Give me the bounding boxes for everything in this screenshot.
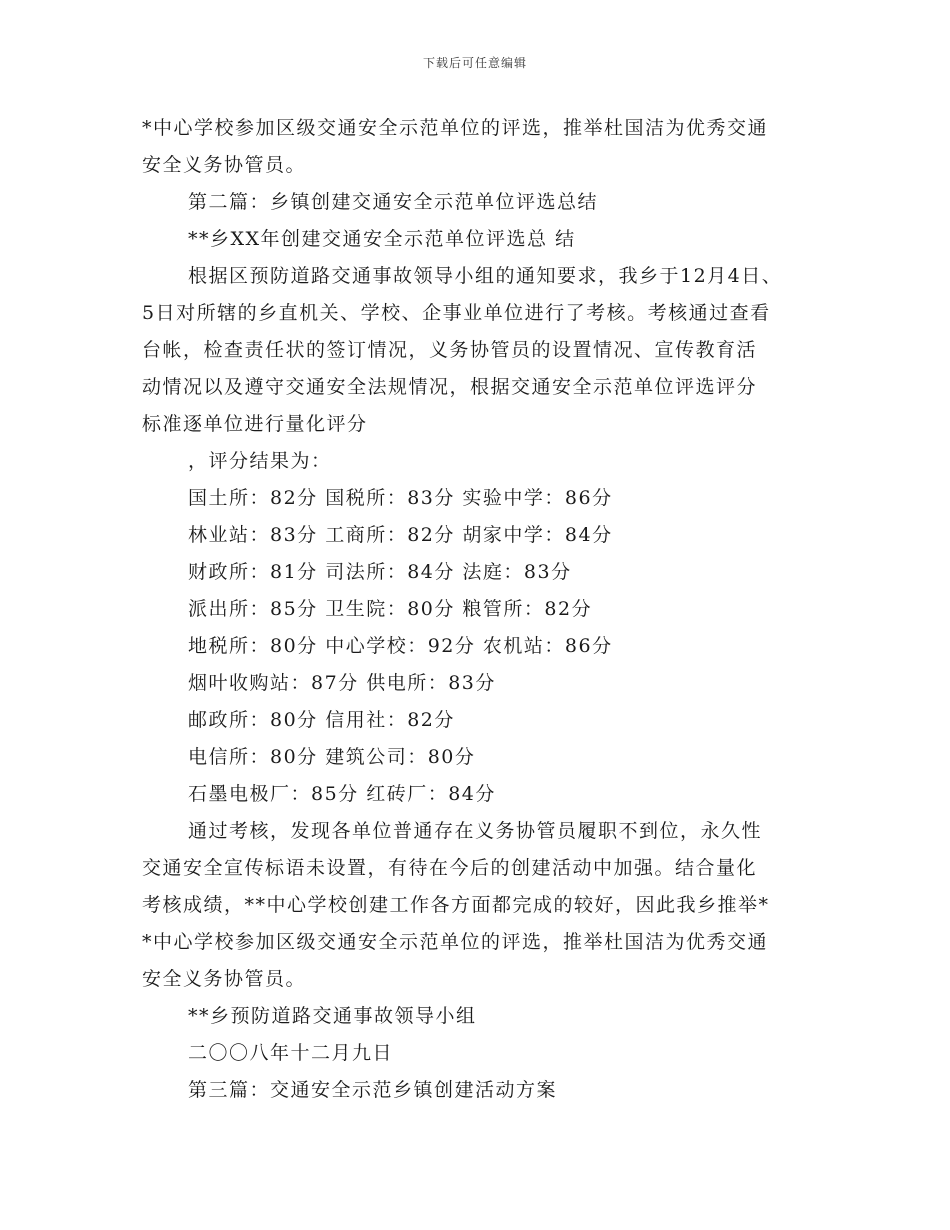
text-line: 5日对所辖的乡直机关、学校、企事业单位进行了考核。考核通过查看 [142, 302, 771, 324]
page-header: 下载后可任意编辑 [422, 56, 527, 70]
score-line: 财政所：81分 司法所：84分 法庭：83分 [188, 561, 572, 583]
score-line: 烟叶收购站：87分 供电所：83分 [188, 672, 496, 694]
document-title: **乡XX年创建交通安全示范单位评选总 结 [188, 228, 576, 250]
score-line: 派出所：85分 卫生院：80分 粮管所：82分 [188, 598, 593, 620]
text-line: 考核成绩，**中心学校创建工作各方面都完成的较好，因此我乡推举* [142, 894, 770, 916]
score-line: 邮政所：80分 信用社：82分 [188, 709, 455, 731]
section-heading: 第二篇：乡镇创建交通安全示范单位评选总结 [188, 191, 599, 213]
section-heading: 第三篇：交通安全示范乡镇创建活动方案 [188, 1079, 558, 1101]
score-line: 地税所：80分 中心学校：92分 农机站：86分 [188, 635, 613, 657]
text-line: 标准逐单位进行量化评分 [142, 413, 368, 435]
text-line: 交通安全宣传标语未设置，有待在今后的创建活动中加强。结合量化 [142, 857, 758, 879]
text-line: 台帐，检查责任状的签订情况，义务协管员的设置情况、宣传教育活 [142, 339, 758, 361]
text-line: *中心学校参加区级交通安全示范单位的评选，推举杜国洁为优秀交通 [142, 117, 769, 139]
text-line: 通过考核，发现各单位普通存在义务协管员履职不到位，永久性 [188, 820, 763, 842]
text-line: 根据区预防道路交通事故领导小组的通知要求，我乡于12月4日、 [188, 265, 783, 287]
text-line: 安全义务协管员。 [142, 968, 307, 990]
text-line: ，评分结果为： [188, 450, 332, 472]
score-line: 石墨电极厂：85分 红砖厂：84分 [188, 783, 496, 805]
text-line: *中心学校参加区级交通安全示范单位的评选，推举杜国洁为优秀交通 [142, 931, 769, 953]
score-line: 国土所：82分 国税所：83分 实验中学：86分 [188, 487, 613, 509]
signature-date: 二〇〇八年十二月九日 [188, 1042, 394, 1064]
score-line: 林业站：83分 工商所：82分 胡家中学：84分 [188, 524, 613, 546]
document-body [142, 110, 822, 1109]
text-line: 安全义务协管员。 [142, 154, 307, 176]
signature-org: **乡预防道路交通事故领导小组 [188, 1005, 477, 1027]
text-line: 动情况以及遵守交通安全法规情况，根据交通安全示范单位评选评分 [142, 376, 758, 398]
score-line: 电信所：80分 建筑公司：80分 [188, 746, 476, 768]
